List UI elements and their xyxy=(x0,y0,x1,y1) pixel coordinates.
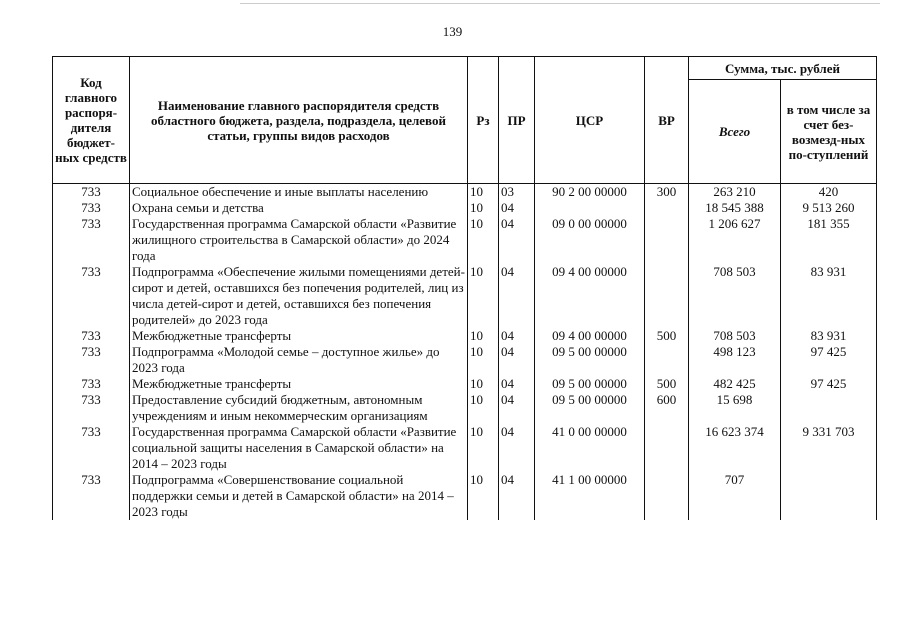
table-row xyxy=(53,376,877,392)
cell-pr: 04 xyxy=(499,344,535,376)
cell-free: 181 355 xyxy=(781,216,877,264)
table-row xyxy=(53,184,877,201)
cell-rz: 10 xyxy=(468,376,499,392)
cell-pr: 04 xyxy=(499,216,535,264)
cell-name: Охрана семьи и детства xyxy=(130,200,468,216)
cell-csr xyxy=(535,200,645,216)
cell-csr: 41 1 00 00000 xyxy=(535,472,645,520)
cell-total: 482 425 xyxy=(689,376,781,392)
budget-table xyxy=(52,56,877,520)
cell-rz: 10 xyxy=(468,184,499,201)
header-name: Наименование главного распорядителя средств областного бюджета, раздела, подраздела, целевой статьи, группы видов расходов xyxy=(130,57,468,184)
cell-csr: 09 5 00 00000 xyxy=(535,392,645,424)
cell-pr: 04 xyxy=(499,424,535,472)
cell-free xyxy=(781,472,877,520)
cell-code: 733 xyxy=(53,344,130,376)
cell-name: Социальное обеспечение и иные выплаты населению xyxy=(130,184,468,201)
cell-rz: 10 xyxy=(468,328,499,344)
cell-total: 708 503 xyxy=(689,328,781,344)
cell-csr: 90 2 00 00000 xyxy=(535,184,645,201)
cell-vr xyxy=(645,424,689,472)
table-row xyxy=(53,472,877,520)
table-row xyxy=(53,424,877,472)
cell-free: 9 513 260 xyxy=(781,200,877,216)
cell-pr: 03 xyxy=(499,184,535,201)
cell-csr: 41 0 00 00000 xyxy=(535,424,645,472)
cell-vr: 600 xyxy=(645,392,689,424)
cell-vr: 300 xyxy=(645,184,689,201)
cell-vr xyxy=(645,264,689,328)
cell-free: 97 425 xyxy=(781,344,877,376)
cell-name: Предоставление субсидий бюджетным, автономным учреждениям и иным некоммерческим организациям xyxy=(130,392,468,424)
cell-pr: 04 xyxy=(499,472,535,520)
cell-vr xyxy=(645,200,689,216)
table-row xyxy=(53,344,877,376)
cell-code: 733 xyxy=(53,328,130,344)
cell-pr: 04 xyxy=(499,376,535,392)
cell-csr: 09 4 00 00000 xyxy=(535,328,645,344)
cell-total: 708 503 xyxy=(689,264,781,328)
header-total: Всего xyxy=(689,80,781,184)
cell-rz: 10 xyxy=(468,392,499,424)
cell-rz: 10 xyxy=(468,344,499,376)
cell-total: 263 210 xyxy=(689,184,781,201)
cell-name: Подпрограмма «Обеспечение жилыми помещениями детей-сирот и детей, оставшихся без попечения родителей, лиц из числа детей-сирот и детей, оставшихся без попечения родителей» до 2023 года xyxy=(130,264,468,328)
cell-vr: 500 xyxy=(645,328,689,344)
header-free: в том числе за счет без-возмезд-ных по-ступлений xyxy=(781,80,877,184)
cell-code: 733 xyxy=(53,264,130,328)
header-vr: ВР xyxy=(645,57,689,184)
header-pr: ПР xyxy=(499,57,535,184)
table-row xyxy=(53,328,877,344)
cell-total: 16 623 374 xyxy=(689,424,781,472)
cell-pr: 04 xyxy=(499,264,535,328)
cell-name: Подпрограмма «Совершенствование социальной поддержки семьи и детей в Самарской области» на 2014 – 2023 годы xyxy=(130,472,468,520)
cell-vr xyxy=(645,344,689,376)
cell-name: Государственная программа Самарской области «Развитие социальной защиты населения в Самарской области» на 2014 – 2023 годы xyxy=(130,424,468,472)
cell-free: 9 331 703 xyxy=(781,424,877,472)
cell-code: 733 xyxy=(53,184,130,201)
cell-free: 83 931 xyxy=(781,328,877,344)
table-row xyxy=(53,216,877,264)
cell-free: 97 425 xyxy=(781,376,877,392)
cell-total: 498 123 xyxy=(689,344,781,376)
cell-free: 420 xyxy=(781,184,877,201)
cell-csr: 09 5 00 00000 xyxy=(535,376,645,392)
cell-vr xyxy=(645,472,689,520)
cell-csr: 09 4 00 00000 xyxy=(535,264,645,328)
cell-csr: 09 0 00 00000 xyxy=(535,216,645,264)
cell-code: 733 xyxy=(53,472,130,520)
page-number: 139 xyxy=(442,24,463,39)
table-row xyxy=(53,392,877,424)
cell-pr: 04 xyxy=(499,200,535,216)
cell-total: 15 698 xyxy=(689,392,781,424)
cell-rz: 10 xyxy=(468,424,499,472)
cell-total: 1 206 627 xyxy=(689,216,781,264)
cell-pr: 04 xyxy=(499,328,535,344)
cell-csr: 09 5 00 00000 xyxy=(535,344,645,376)
cell-rz: 10 xyxy=(468,264,499,328)
header-csr: ЦСР xyxy=(535,57,645,184)
cell-total: 707 xyxy=(689,472,781,520)
cell-name: Подпрограмма «Молодой семье – доступное жилье» до 2023 года xyxy=(130,344,468,376)
header-code: Код главного распоря-дителя бюджет-ных средств xyxy=(53,57,130,184)
cell-rz: 10 xyxy=(468,472,499,520)
cell-vr: 500 xyxy=(645,376,689,392)
cell-name: Межбюджетные трансферты xyxy=(130,376,468,392)
cell-free xyxy=(781,392,877,424)
table-row xyxy=(53,264,877,328)
header-sum: Сумма, тыс. рублей xyxy=(689,57,877,80)
cell-code: 733 xyxy=(53,376,130,392)
cell-name: Межбюджетные трансферты xyxy=(130,328,468,344)
cell-name: Государственная программа Самарской области «Развитие жилищного строительства в Самарской области» до 2024 года xyxy=(130,216,468,264)
table-body xyxy=(53,184,877,521)
cell-total: 18 545 388 xyxy=(689,200,781,216)
cell-vr xyxy=(645,216,689,264)
cell-rz: 10 xyxy=(468,200,499,216)
cell-free: 83 931 xyxy=(781,264,877,328)
cell-code: 733 xyxy=(53,200,130,216)
cell-rz: 10 xyxy=(468,216,499,264)
scan-edge-line xyxy=(240,3,880,4)
header-rz: Рз xyxy=(468,57,499,184)
cell-code: 733 xyxy=(53,392,130,424)
cell-code: 733 xyxy=(53,216,130,264)
cell-code: 733 xyxy=(53,424,130,472)
table-row xyxy=(53,200,877,216)
cell-pr: 04 xyxy=(499,392,535,424)
